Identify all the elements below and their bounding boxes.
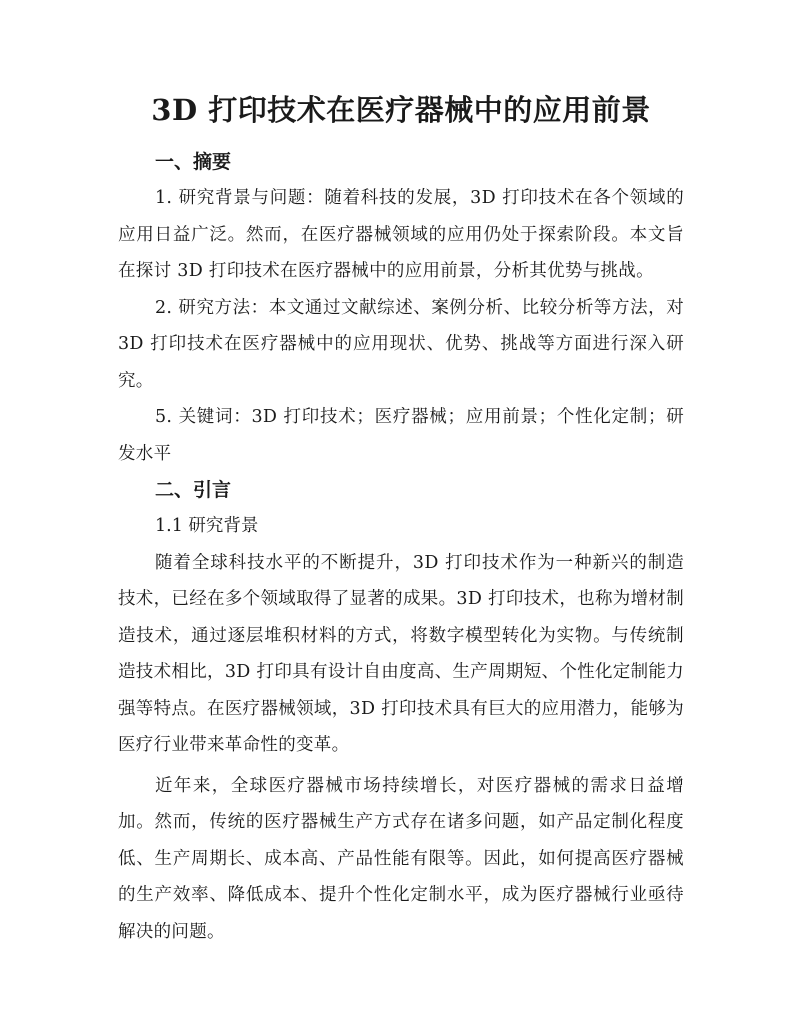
section-heading-abstract: 一、摘要 [155, 151, 232, 173]
abstract-item-methods: 2. 研究方法：本文通过文献综述、案例分析、比较分析等方法，对 3D 打印技术在医疗器械中的应用现状、优势、挑战等方面进行深入研究。 [118, 297, 684, 391]
intro-paragraph: 近年来，全球医疗器械市场持续增长，对医疗器械的需求日益增加。然而，传统的医疗器械生产方式存在诸多问题，如产品定制化程度低、生产周期长、成本高、产品性能有限等。因此，如何提高医疗器械的生产效率、降低成本、提升个性化定制水平，成为医疗器械行业亟待解决的问题。 [118, 775, 684, 942]
abstract-item-keywords: 5. 关键词：3D 打印技术；医疗器械；应用前景；个性化定制；研发水平 [118, 407, 684, 464]
document-title: 3D 打印技术在医疗器械中的应用前景 [151, 93, 651, 127]
document-page [118, 88, 684, 950]
section-heading-intro: 二、引言 [155, 479, 232, 501]
abstract-item-background: 1. 研究背景与问题：随着科技的发展，3D 打印技术在各个领域的应用日益广泛。然而，在医疗器械领域的应用仍处于探索阶段。本文旨在探讨 3D 打印技术在医疗器械中的应用前景，分析其优势与挑战。 [118, 188, 684, 281]
subsection-heading-background: 1.1 研究背景 [155, 516, 259, 536]
intro-paragraph: 随着全球科技水平的不断提升，3D 打印技术作为一种新兴的制造技术，已经在多个领域取得了显著的成果。3D 打印技术，也称为增材制造技术，通过逐层堆积材料的方式，将数字模型转化为实物。与传统制造技术相比，3D 打印具有设计自由度高、生产周期短、个性化定制能力强等特点。在医疗器械领域，3D 打印技术具有巨大的应用潜力，能够为医疗行业带来革命性的变革。 [118, 552, 684, 755]
